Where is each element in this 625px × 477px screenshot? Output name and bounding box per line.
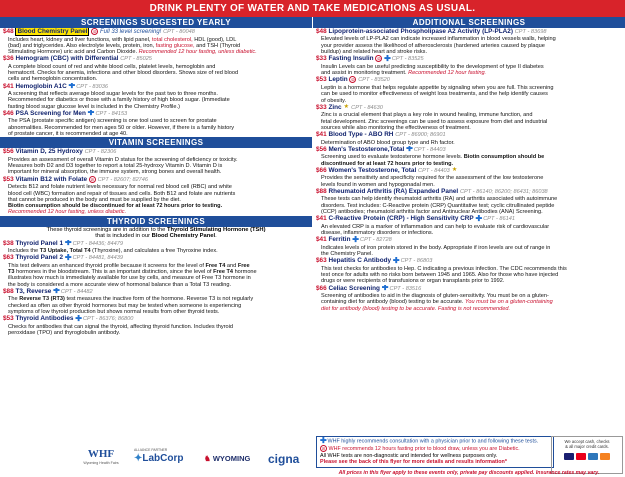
physician-consult-icon: ✚ <box>64 239 72 248</box>
bucking-horse-icon: ♞ <box>204 454 211 463</box>
price: $36 <box>3 55 14 63</box>
section-header-vitamin: VITAMIN SCREENINGS <box>0 137 312 148</box>
test-description: Screening of antibodies to aid in the diagnosis of gluten-sensitivity. You must be on a gluten- containing diet for antibody (blood) testing to be accurate. You must be on a gluten-containing diet for antibody (blood) testing to be accurate. Fasting is not recommended. <box>321 292 553 312</box>
section-header-thyroid: THYROID SCREENINGS <box>0 216 312 227</box>
physician-consult-icon: ✚ <box>87 110 95 118</box>
test-name: Thyroid Panel 2 <box>15 254 64 262</box>
no-food-icon: ⊘ <box>321 446 326 452</box>
cpt-code: CPT - 86141 <box>483 216 515 223</box>
price: $56 <box>316 145 327 153</box>
physician-consult-icon: ✚ <box>68 82 76 91</box>
test-description: These tests can help identify rheumatoid arthritis (RA) and arthritis associated with autoimmune disorders. Test includes: C-Reactive protein (CRP) Quantitative test; cyclic citrullinated peptide (CCP) antibodies; rheumatoid arthritis factor and Antinuclear Antibodies (ANA) Screening. <box>321 196 558 215</box>
test-crp <box>313 215 625 236</box>
price: $63 <box>316 257 327 265</box>
test-name: Hepatitis C Antibody <box>328 257 392 265</box>
section-header-additional: ADDITIONAL SCREENINGS <box>313 17 625 28</box>
price: $41 <box>316 215 327 223</box>
test-ferritin <box>313 236 625 257</box>
test-name: Blood Type - ABO RH <box>328 131 394 139</box>
test-celiac <box>313 285 625 312</box>
test-name: T3, Reverse <box>15 288 52 296</box>
wyoming-logo: ♞ WYOMING <box>204 454 251 463</box>
test-name: Vitamin B12 with Folate <box>15 175 88 183</box>
top-banner: DRINK PLENTY OF WATER AND TAKE MEDICATIONS AS USUAL. <box>0 0 625 17</box>
test-lp-pla2 <box>313 28 625 55</box>
price: $56 <box>3 148 14 156</box>
test-leptin <box>313 76 625 103</box>
test-vitamin-b12 <box>0 176 312 216</box>
left-column <box>0 17 312 336</box>
test-description: An elevated CRP is a marker of inflammation and can help to evaluate risk of cardiovascular disease, inflammatory disorders or infections. <box>321 223 550 236</box>
price: $88 <box>316 187 327 195</box>
test-name: Lipoprotein-associated Phospholipase A2 Activity (LP-PLA2) <box>328 28 513 35</box>
test-description: Insulin Levels can be useful predicting susceptibility to the development of type II diabetes and assist in monitoring treatment. Recommended 12 hour fasting. <box>321 63 544 77</box>
test-description: Indicates levels of iron protein stored in the body. Appropriate if iron levels are out of range in the Chemistry Panel. <box>321 244 551 257</box>
cpt-code: CPT - 84481, 84439 <box>72 255 123 262</box>
physician-consult-icon: ✚ <box>320 436 327 445</box>
test-rheumatoid-arthritis <box>313 188 625 215</box>
thyroid-intro: These thyroid screenings are in addition to the Thyroid Stimulating Hormone (TSH) that is included in our Blood Chemistry Panel. <box>46 226 266 240</box>
test-name: Zinc <box>328 103 342 111</box>
test-description: Determination of ABO blood group type and Rh factor. <box>321 139 455 146</box>
discover-card-icon <box>600 453 610 460</box>
cpt-code: CPT - 82728 <box>360 237 392 244</box>
physician-consult-icon: ✚ <box>384 55 391 63</box>
price: $33 <box>316 103 327 111</box>
physician-consult-icon: ✚ <box>406 145 413 154</box>
physician-consult-icon: ✚ <box>75 315 82 323</box>
labcorp-mark-icon: ✦ <box>134 453 143 464</box>
cpt-code: CPT - 84403 <box>413 146 446 153</box>
legend-consult: ✚ WHF highly recommends consultation with a physician prior to and following these tests. <box>320 436 539 445</box>
test-note: Full 33 level screening! <box>99 29 162 36</box>
cpt-code: CPT - 84436; 84479 <box>72 240 123 247</box>
test-blood-chemistry-panel <box>0 28 312 55</box>
test-description: Includes heart, kidney and liver functions, with lipid panel, total cholesterol, HDL (good), LDL (bad) and triglycerides. Also electrolyte levels, protein, iron, fasting glucose, and TSH (Thyroid Stimulating Hormone) uric acid and Carbon Dioxide. Recommended 12 hour fasting, unless diabetic. <box>8 36 257 56</box>
price: $41 <box>316 131 327 139</box>
cpt-code: CPT - 84403 <box>418 167 450 174</box>
test-name: Hemoglobin A1C <box>15 82 67 90</box>
price: $48 <box>316 28 327 35</box>
no-food-icon: ⊘ <box>92 29 97 34</box>
cpt-code: CPT - 86900; 86901 <box>395 132 446 139</box>
test-name: Thyroid Antibodies <box>15 315 74 323</box>
test-description: Zinc is a crucial element that plays a key role in wound healing, immune function, and fetal development. Zinc screenings can be used to assess exposure from diet and industrial sources while also monitoring the effectiveness of treatment. <box>321 112 548 131</box>
test-thyroid-antibodies <box>0 315 312 336</box>
cpt-code: CPT - 83036 <box>76 83 108 90</box>
price: $66 <box>316 284 327 292</box>
test-hemoglobin-a1c <box>0 83 312 110</box>
test-thyroid-panel-1 <box>0 240 312 255</box>
price: $63 <box>3 254 14 262</box>
price: $88 <box>3 288 14 296</box>
price: $33 <box>316 55 327 63</box>
test-name: Fasting Insulin <box>328 55 374 63</box>
test-description: A complete blood count of red and white blood cells, platelet levels, hemoglobin and hematocrit. Checks for anemia, infections and other blood disorders. Shows size of red blood cells and hemoglobin concentration. <box>8 63 239 83</box>
price: $38 <box>3 239 14 247</box>
legend-fasting: ⊘ WHF recommends 12 hours fasting prior to blood draw, unless you are Diabetic. <box>321 445 520 452</box>
test-description: Detects B12 and folate nutrient levels necessary for normal red blood cell (RBC) and white blood cell (WBC) formation and repair of tissues and cells. Both B12 and folate are nutrients that cannot be produced in the body and must be supplied by the diet. Biotin consumption should be discontinued for at least 72 hours prior to testing. Recommended 12 hour fasting, unless diabetic. <box>8 184 236 216</box>
test-description: The PSA (prostate specific antigen) screening is one tool used to screen for prostate abnormalities. Recommended for men ages 50 or older. However, if there is a family history of prostate cancer, it is recommended at age 40. <box>8 118 235 138</box>
star-icon: ★ <box>451 167 458 174</box>
legend-see-back: Please see the back of this flyer for more details and results information* <box>320 459 507 466</box>
test-description: Checks for antibodies that can signal the thyroid, affecting thyroid function. Includes thyroid peroxidase (TPO) and thyroglobulin antibody. <box>8 323 234 337</box>
sponsor-logos <box>70 448 310 470</box>
test-psa-screening <box>0 110 312 137</box>
test-thyroid-panel-2 <box>0 254 312 288</box>
test-description: This test checks for antibodies to Hep. C indicating a previous infection. The CDC recommends this test once for adults with no risks born between 1945 and 1965. Also for those who have injected drugs or were recipients of transfusions or organ transplants prior to 1992. <box>321 265 567 285</box>
whf-logo: WHF Wyoming Health Fairs <box>83 448 119 465</box>
test-name: Hemogram (CBC) with Differential <box>15 55 119 63</box>
test-description: Provides the sensitivity and specificity required for the assessment of the low testosterone levels found in women and hypogonadal men. <box>321 175 544 188</box>
test-name: C-Reactive Protein (CRP) - High Sensitivity CRP <box>328 215 474 223</box>
test-description: This test delivers an enhanced thyroid profile because it screens for the level of Free T4 and Free T3 hormones in the bloodstream. This is an important distinction, since the level of Free T4 hormone illustrates how much is immediately available for use by cells, and measure of Free T3 hormone in the body is considered a more accurate view of hormonal balance than a Total T3 reading. <box>8 262 257 288</box>
test-name: Leptin <box>328 76 348 84</box>
cpt-code: CPT - 86376; 86800 <box>83 316 134 323</box>
price: $48 <box>3 28 14 36</box>
test-zinc <box>313 104 625 131</box>
test-womens-testosterone <box>313 167 625 188</box>
price: $41 <box>3 82 14 90</box>
cpt-code: CPT - 82607; 82746 <box>97 176 149 183</box>
price: $53 <box>3 315 14 323</box>
test-vitamin-d <box>0 148 312 175</box>
test-description: Elevated levels of LP-PLA2 can indicate increased inflammation in blood vessels walls, helping your provider assess the likelihood of atherosclerosis (hardened arteries caused by plaque buildup) and related heart and stroke risks. <box>321 36 556 55</box>
cpt-code: CPT - 83516 <box>389 285 422 292</box>
physician-consult-icon: ✚ <box>381 284 389 292</box>
test-description: The Reverse T3 (RT3) test measures the inactive form of the hormone. Reverse T3 is not regularly checked as often as other thyroid hormones but may be tested when someone is experiencing symptoms of low thyroid production but shows normal results from other thyroid tests. <box>8 296 254 316</box>
physician-consult-icon: ✚ <box>64 254 72 262</box>
test-description: Leptin is a hormone that helps regulate appetite by signaling when you are full. This screening can be used to monitor effectiveness of weight loss treatments, and the help identify causes of obesity. <box>321 85 554 104</box>
right-column <box>313 17 625 312</box>
visa-card-icon <box>564 453 574 460</box>
price: $66 <box>316 166 327 174</box>
legend-wellness: All WHF tests are non-diagnostic and intended for wellness purposes only. <box>320 452 498 459</box>
test-hepatitis-c <box>313 257 625 284</box>
test-description: Includes the T3 Uptake, Total T4 (Thyroxine), and calculates a free Thyroxine index. <box>8 248 218 255</box>
test-description: Screening used to evaluate testosterone hormone levels. Biotin consumption should be discontinued for at least 72 hours prior to testing. <box>321 154 545 167</box>
amex-card-icon <box>588 453 598 460</box>
labcorp-logo: ALLIANCE PARTNER ✦LabCorp <box>134 448 184 464</box>
cigna-logo: cigna <box>268 452 300 466</box>
test-name: Blood Chemistry Panel <box>17 28 88 36</box>
price: $53 <box>316 76 327 84</box>
cpt-code: CPT - 84482 <box>60 289 93 296</box>
no-food-icon: ⊘ <box>351 77 355 83</box>
price: $53 <box>3 175 14 183</box>
cpt-code: CPT - 82306 <box>84 149 117 156</box>
test-hemogram-cbc <box>0 55 312 82</box>
test-fasting-insulin <box>313 55 625 76</box>
legend-box <box>316 436 554 468</box>
no-food-icon: ⊘ <box>90 176 95 182</box>
cpt-code: CPT - 84630 <box>351 104 383 111</box>
section-header-yearly: SCREENINGS SUGGESTED YEARLY <box>0 17 312 28</box>
physician-consult-icon: ✚ <box>53 288 60 296</box>
test-name: Vitamin D, 25 Hydroxy <box>15 148 83 156</box>
cpt-code: CPT - 83525 <box>391 56 424 63</box>
cpt-code: CPT - 83698 <box>514 29 547 35</box>
physician-consult-icon: ✚ <box>392 257 400 265</box>
test-name: Thyroid Panel 1 <box>15 239 64 247</box>
cpt-code: CPT - 80048 <box>163 29 195 36</box>
test-description: Provides an assessment of overall Vitamin D status for the screening of deficiency or toxicity. Measures both D2 and D3 together to report a total 25-hydroxy Vitamin D. Vitamin D is important for mineral absorption, the immune system, strong bones and overall health. <box>8 156 238 176</box>
test-name: Rheumatoid Arthritis (RA) Expanded Panel <box>328 187 459 195</box>
test-name: PSA Screening for Men <box>15 110 86 118</box>
no-food-icon: ⊘ <box>376 56 381 62</box>
physician-consult-icon: ✚ <box>352 236 359 244</box>
test-name: Celiac Screening <box>328 284 380 292</box>
test-t3-reverse <box>0 288 312 315</box>
price: $41 <box>316 236 327 244</box>
cpt-code: CPT - 85025 <box>120 56 152 63</box>
test-name: Men's Testosterone,Total <box>328 145 405 153</box>
physician-consult-icon: ✚ <box>475 215 483 223</box>
test-name: Women's Testosterone, Total <box>328 166 417 174</box>
test-mens-testosterone <box>313 146 625 167</box>
price: $46 <box>3 110 14 118</box>
cpt-code: CPT - 83520 <box>358 77 390 84</box>
test-blood-type <box>313 131 625 146</box>
cpt-code: CPT - 86140; 86200; 86431; 86038 <box>459 188 548 195</box>
test-description: A screening that reflects average blood sugar levels for the past two to three months. Recommended for diabetics or those with a family history of high blood sugar. (Immediate fasting blood sugar glucose level is included in the Chemistry Profile.) <box>8 91 230 110</box>
payment-box: We accept cash, checks & all major credit cards. <box>551 436 623 474</box>
test-name: Ferritin <box>328 236 351 244</box>
star-icon: ★ <box>343 104 350 111</box>
cpt-code: CPT - 84153 <box>95 111 128 118</box>
cpt-code: CPT - 86803 <box>400 258 433 265</box>
mastercard-icon <box>576 453 586 460</box>
pricing-footer: All prices in this flyer apply to these events only, private pay discounts applied. Insurance rates may vary. <box>338 470 600 476</box>
